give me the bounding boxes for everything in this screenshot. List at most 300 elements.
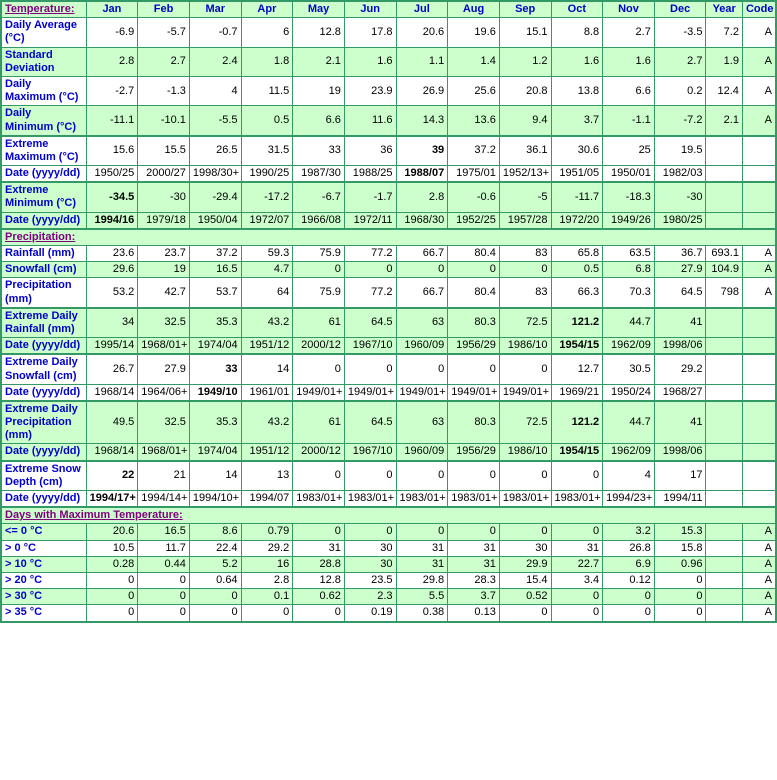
value-cell: 1994/11 <box>654 491 706 508</box>
value-cell: 4.7 <box>241 262 293 278</box>
value-cell: 14 <box>189 461 241 491</box>
value-cell <box>706 461 742 491</box>
value-cell: 72.5 <box>499 308 551 338</box>
value-cell: 16 <box>241 556 293 572</box>
value-cell: 0 <box>654 589 706 605</box>
value-cell: 66.3 <box>551 278 603 308</box>
value-cell: 0.13 <box>448 605 500 622</box>
row-label: Daily Maximum (°C) <box>1 76 86 105</box>
value-cell: 11.6 <box>344 106 396 136</box>
value-cell: 0 <box>293 461 345 491</box>
value-cell <box>742 166 776 183</box>
value-cell: 64 <box>241 278 293 308</box>
value-cell: 6.6 <box>293 106 345 136</box>
value-cell: 0.19 <box>344 605 396 622</box>
value-cell: 1988/07 <box>396 166 448 183</box>
value-cell: 2.4 <box>189 47 241 76</box>
value-cell: 66.7 <box>396 278 448 308</box>
value-cell: 75.9 <box>293 278 345 308</box>
value-cell: 8.8 <box>551 18 603 47</box>
value-cell: 1983/01+ <box>344 491 396 508</box>
table-row <box>1 76 776 105</box>
value-cell: 2.7 <box>654 47 706 76</box>
value-cell: 23.7 <box>138 246 190 262</box>
value-cell: 41 <box>654 401 706 444</box>
value-cell: 1967/10 <box>344 444 396 461</box>
value-cell: 1950/24 <box>603 384 655 401</box>
value-cell: 31 <box>396 556 448 572</box>
value-cell: 29.2 <box>241 540 293 556</box>
row-label: Extreme Daily Precipitation (mm) <box>1 401 86 444</box>
value-cell: 1982/03 <box>654 166 706 183</box>
column-header-jul: Jul <box>396 1 448 18</box>
row-label: <= 0 °C <box>1 524 86 540</box>
value-cell <box>742 308 776 338</box>
value-cell: 15.3 <box>654 524 706 540</box>
row-label: Date (yyyy/dd) <box>1 444 86 461</box>
value-cell <box>742 491 776 508</box>
value-cell: -5.5 <box>189 106 241 136</box>
value-cell: 31 <box>551 540 603 556</box>
value-cell: -30 <box>654 182 706 212</box>
value-cell: 1968/27 <box>654 384 706 401</box>
table-row <box>1 338 776 355</box>
value-cell: 0 <box>654 605 706 622</box>
value-cell: 0 <box>189 605 241 622</box>
row-label: Snowfall (cm) <box>1 262 86 278</box>
value-cell: 23.9 <box>344 76 396 105</box>
table-row <box>1 524 776 540</box>
value-cell <box>706 556 742 572</box>
value-cell: -0.6 <box>448 182 500 212</box>
value-cell: 2.7 <box>603 18 655 47</box>
value-cell: 19 <box>293 76 345 105</box>
value-cell: A <box>742 556 776 572</box>
value-cell <box>742 182 776 212</box>
row-label: Extreme Maximum (°C) <box>1 136 86 166</box>
value-cell: 30 <box>499 540 551 556</box>
value-cell: 0 <box>396 461 448 491</box>
value-cell <box>742 461 776 491</box>
value-cell: -1.7 <box>344 182 396 212</box>
value-cell: 21 <box>138 461 190 491</box>
value-cell: 39 <box>396 136 448 166</box>
value-cell: -6.7 <box>293 182 345 212</box>
value-cell: 3.4 <box>551 572 603 588</box>
value-cell: 1972/07 <box>241 212 293 229</box>
value-cell: 19 <box>138 262 190 278</box>
value-cell: 1994/14+ <box>138 491 190 508</box>
value-cell: 0 <box>189 589 241 605</box>
value-cell: 1988/25 <box>344 166 396 183</box>
value-cell: 63 <box>396 308 448 338</box>
value-cell: 1994/07 <box>241 491 293 508</box>
value-cell: 0 <box>499 354 551 384</box>
value-cell: -7.2 <box>654 106 706 136</box>
value-cell: 26.5 <box>189 136 241 166</box>
value-cell: 83 <box>499 246 551 262</box>
row-label: Date (yyyy/dd) <box>1 491 86 508</box>
value-cell: 1998/06 <box>654 338 706 355</box>
value-cell: -3.5 <box>654 18 706 47</box>
table-row <box>1 461 776 491</box>
value-cell: 29.6 <box>86 262 138 278</box>
value-cell: 1998/30+ <box>189 166 241 183</box>
value-cell: 1987/30 <box>293 166 345 183</box>
value-cell: 31 <box>448 556 500 572</box>
value-cell: -5 <box>499 182 551 212</box>
value-cell: 1960/09 <box>396 444 448 461</box>
row-label: Date (yyyy/dd) <box>1 384 86 401</box>
section-link-precipitation[interactable]: Precipitation: <box>5 230 76 243</box>
value-cell: 0.5 <box>241 106 293 136</box>
value-cell: -34.5 <box>86 182 138 212</box>
value-cell: 0 <box>603 605 655 622</box>
value-cell: 0 <box>138 589 190 605</box>
value-cell: 83 <box>499 278 551 308</box>
value-cell: 26.9 <box>396 76 448 105</box>
value-cell: 0 <box>396 524 448 540</box>
value-cell: -2.7 <box>86 76 138 105</box>
value-cell: 1956/29 <box>448 444 500 461</box>
section-link-temperature[interactable]: Temperature: <box>5 3 75 15</box>
value-cell: 1969/21 <box>551 384 603 401</box>
value-cell: 1.2 <box>499 47 551 76</box>
value-cell: 1979/18 <box>138 212 190 229</box>
value-cell: 1.4 <box>448 47 500 76</box>
table-row <box>1 166 776 183</box>
column-header-apr: Apr <box>241 1 293 18</box>
value-cell: 13 <box>241 461 293 491</box>
value-cell: 0 <box>499 461 551 491</box>
value-cell: 0 <box>293 605 345 622</box>
value-cell: -17.2 <box>241 182 293 212</box>
value-cell: 36.1 <box>499 136 551 166</box>
value-cell: A <box>742 540 776 556</box>
table-row <box>1 262 776 278</box>
value-cell: 37.2 <box>448 136 500 166</box>
value-cell: A <box>742 605 776 622</box>
value-cell: 0 <box>551 524 603 540</box>
value-cell: 1949/01+ <box>499 384 551 401</box>
value-cell: 1962/09 <box>603 444 655 461</box>
value-cell: 0 <box>138 572 190 588</box>
table-row <box>1 47 776 76</box>
value-cell: 15.4 <box>499 572 551 588</box>
value-cell: 63.5 <box>603 246 655 262</box>
value-cell: 19.5 <box>654 136 706 166</box>
value-cell: 1956/29 <box>448 338 500 355</box>
value-cell: 0 <box>448 262 500 278</box>
table-row <box>1 605 776 622</box>
value-cell: 53.7 <box>189 278 241 308</box>
value-cell: 6.9 <box>603 556 655 572</box>
value-cell: 11.5 <box>241 76 293 105</box>
value-cell: -29.4 <box>189 182 241 212</box>
value-cell: 1983/01+ <box>499 491 551 508</box>
value-cell: 30 <box>344 540 396 556</box>
value-cell: 1951/12 <box>241 444 293 461</box>
value-cell: 77.2 <box>344 246 396 262</box>
table-row <box>1 589 776 605</box>
value-cell: -11.1 <box>86 106 138 136</box>
value-cell: 1957/28 <box>499 212 551 229</box>
table-row <box>1 182 776 212</box>
value-cell: 80.3 <box>448 308 500 338</box>
value-cell: 64.5 <box>654 278 706 308</box>
row-label: Standard Deviation <box>1 47 86 76</box>
value-cell: 80.4 <box>448 278 500 308</box>
value-cell: 2000/12 <box>293 444 345 461</box>
value-cell: 44.7 <box>603 401 655 444</box>
value-cell: 3.7 <box>448 589 500 605</box>
value-cell: 1.6 <box>603 47 655 76</box>
value-cell: 13.8 <box>551 76 603 105</box>
row-label: Extreme Snow Depth (cm) <box>1 461 86 491</box>
column-header-oct: Oct <box>551 1 603 18</box>
value-cell: 1967/10 <box>344 338 396 355</box>
section-title-cell <box>1 507 776 524</box>
value-cell <box>706 136 742 166</box>
value-cell: 1.8 <box>241 47 293 76</box>
value-cell <box>706 572 742 588</box>
value-cell <box>742 354 776 384</box>
row-label: Rainfall (mm) <box>1 246 86 262</box>
value-cell: 2000/12 <box>293 338 345 355</box>
value-cell: 17.8 <box>344 18 396 47</box>
value-cell: 0.62 <box>293 589 345 605</box>
value-cell: 1980/25 <box>654 212 706 229</box>
value-cell: 0 <box>86 572 138 588</box>
value-cell: 0.79 <box>241 524 293 540</box>
value-cell: 65.8 <box>551 246 603 262</box>
row-label: Date (yyyy/dd) <box>1 212 86 229</box>
value-cell: 0 <box>344 461 396 491</box>
value-cell: 0 <box>396 354 448 384</box>
value-cell <box>706 401 742 444</box>
value-cell: 20.8 <box>499 76 551 105</box>
table-row <box>1 556 776 572</box>
value-cell <box>706 444 742 461</box>
table-row <box>1 354 776 384</box>
value-cell: 0 <box>499 262 551 278</box>
value-cell: 10.5 <box>86 540 138 556</box>
value-cell: 0.28 <box>86 556 138 572</box>
value-cell: 80.3 <box>448 401 500 444</box>
value-cell <box>706 384 742 401</box>
value-cell: 30.6 <box>551 136 603 166</box>
value-cell: A <box>742 246 776 262</box>
value-cell: 0 <box>499 524 551 540</box>
value-cell: 693.1 <box>706 246 742 262</box>
value-cell: 2.1 <box>706 106 742 136</box>
value-cell: 34 <box>86 308 138 338</box>
value-cell: 14 <box>241 354 293 384</box>
value-cell: 0 <box>86 589 138 605</box>
value-cell: 1961/01 <box>241 384 293 401</box>
value-cell: 1975/01 <box>448 166 500 183</box>
value-cell: A <box>742 572 776 588</box>
table-row <box>1 136 776 166</box>
value-cell: 59.3 <box>241 246 293 262</box>
value-cell: 0 <box>448 461 500 491</box>
value-cell: 27.9 <box>138 354 190 384</box>
value-cell: 0 <box>293 354 345 384</box>
value-cell <box>706 308 742 338</box>
value-cell: 66.7 <box>396 246 448 262</box>
value-cell: 0 <box>448 524 500 540</box>
value-cell: 0 <box>86 605 138 622</box>
value-cell: A <box>742 18 776 47</box>
value-cell: 17 <box>654 461 706 491</box>
value-cell: 5.5 <box>396 589 448 605</box>
value-cell: A <box>742 47 776 76</box>
value-cell: 16.5 <box>138 524 190 540</box>
value-cell: 1954/15 <box>551 444 603 461</box>
column-header-aug: Aug <box>448 1 500 18</box>
section-header-row <box>1 1 776 18</box>
value-cell: 0 <box>344 262 396 278</box>
value-cell: 0 <box>241 605 293 622</box>
value-cell: 28.3 <box>448 572 500 588</box>
value-cell: 22 <box>86 461 138 491</box>
value-cell: 30 <box>344 556 396 572</box>
value-cell: 12.8 <box>293 18 345 47</box>
column-header-code: Code <box>742 1 776 18</box>
value-cell: 29.9 <box>499 556 551 572</box>
value-cell: 61 <box>293 308 345 338</box>
value-cell: -18.3 <box>603 182 655 212</box>
value-cell: A <box>742 262 776 278</box>
table-body <box>1 1 776 622</box>
value-cell: 32.5 <box>138 401 190 444</box>
column-header-may: May <box>293 1 345 18</box>
value-cell: 35.3 <box>189 308 241 338</box>
value-cell: 15.6 <box>86 136 138 166</box>
value-cell: 36.7 <box>654 246 706 262</box>
value-cell: A <box>742 106 776 136</box>
value-cell: 1968/01+ <box>138 444 190 461</box>
value-cell: 0 <box>138 605 190 622</box>
value-cell: 15.5 <box>138 136 190 166</box>
value-cell: 1950/04 <box>189 212 241 229</box>
value-cell: 43.2 <box>241 401 293 444</box>
value-cell: 12.8 <box>293 572 345 588</box>
value-cell: 16.5 <box>189 262 241 278</box>
value-cell: 3.2 <box>603 524 655 540</box>
value-cell <box>742 444 776 461</box>
table-row <box>1 491 776 508</box>
row-label: > 10 °C <box>1 556 86 572</box>
value-cell: 19.6 <box>448 18 500 47</box>
value-cell: 2000/27 <box>138 166 190 183</box>
value-cell <box>706 491 742 508</box>
value-cell: 798 <box>706 278 742 308</box>
value-cell: 30.5 <box>603 354 655 384</box>
value-cell: 20.6 <box>396 18 448 47</box>
value-cell: 6 <box>241 18 293 47</box>
value-cell <box>742 136 776 166</box>
value-cell: 5.2 <box>189 556 241 572</box>
table-row <box>1 18 776 47</box>
value-cell: 121.2 <box>551 308 603 338</box>
table-row <box>1 444 776 461</box>
column-header-nov: Nov <box>603 1 655 18</box>
value-cell: 1949/01+ <box>344 384 396 401</box>
value-cell: 0 <box>344 524 396 540</box>
value-cell: 20.6 <box>86 524 138 540</box>
value-cell: 63 <box>396 401 448 444</box>
value-cell: 25 <box>603 136 655 166</box>
section-header-row <box>1 229 776 246</box>
value-cell: 1964/06+ <box>138 384 190 401</box>
value-cell: 2.1 <box>293 47 345 76</box>
table-row <box>1 308 776 338</box>
value-cell: 26.7 <box>86 354 138 384</box>
section-link-days-with-maximum-temperature[interactable]: Days with Maximum Temperature: <box>5 509 183 522</box>
value-cell: 13.6 <box>448 106 500 136</box>
value-cell: 4 <box>189 76 241 105</box>
value-cell: 77.2 <box>344 278 396 308</box>
value-cell: 27.9 <box>654 262 706 278</box>
value-cell: 1983/01+ <box>551 491 603 508</box>
value-cell: A <box>742 524 776 540</box>
value-cell: 1994/16 <box>86 212 138 229</box>
value-cell: 64.5 <box>344 401 396 444</box>
value-cell: 12.7 <box>551 354 603 384</box>
value-cell <box>742 384 776 401</box>
value-cell: 0 <box>293 262 345 278</box>
table-row <box>1 572 776 588</box>
value-cell: 0 <box>499 605 551 622</box>
value-cell: -1.3 <box>138 76 190 105</box>
column-header-feb: Feb <box>138 1 190 18</box>
value-cell: 1994/17+ <box>86 491 138 508</box>
value-cell: 1.6 <box>344 47 396 76</box>
column-header-jun: Jun <box>344 1 396 18</box>
value-cell: 15.8 <box>654 540 706 556</box>
row-label: > 30 °C <box>1 589 86 605</box>
value-cell: 1952/25 <box>448 212 500 229</box>
value-cell: 31.5 <box>241 136 293 166</box>
row-label: Extreme Daily Snowfall (cm) <box>1 354 86 384</box>
value-cell: -5.7 <box>138 18 190 47</box>
section-title-cell <box>1 1 86 18</box>
table-row <box>1 278 776 308</box>
value-cell: 1972/20 <box>551 212 603 229</box>
value-cell <box>706 182 742 212</box>
value-cell: 36 <box>344 136 396 166</box>
value-cell: 33 <box>189 354 241 384</box>
column-header-mar: Mar <box>189 1 241 18</box>
value-cell: 31 <box>448 540 500 556</box>
row-label: Extreme Daily Rainfall (mm) <box>1 308 86 338</box>
value-cell: 44.7 <box>603 308 655 338</box>
value-cell: 29.2 <box>654 354 706 384</box>
value-cell: 1962/09 <box>603 338 655 355</box>
value-cell: 61 <box>293 401 345 444</box>
value-cell <box>706 524 742 540</box>
value-cell: 0 <box>448 354 500 384</box>
value-cell: 2.8 <box>86 47 138 76</box>
value-cell: 1951/12 <box>241 338 293 355</box>
value-cell: 41 <box>654 308 706 338</box>
value-cell: 0 <box>293 524 345 540</box>
row-label: Daily Minimum (°C) <box>1 106 86 136</box>
value-cell: 0 <box>551 605 603 622</box>
value-cell: 75.9 <box>293 246 345 262</box>
value-cell: 1995/14 <box>86 338 138 355</box>
